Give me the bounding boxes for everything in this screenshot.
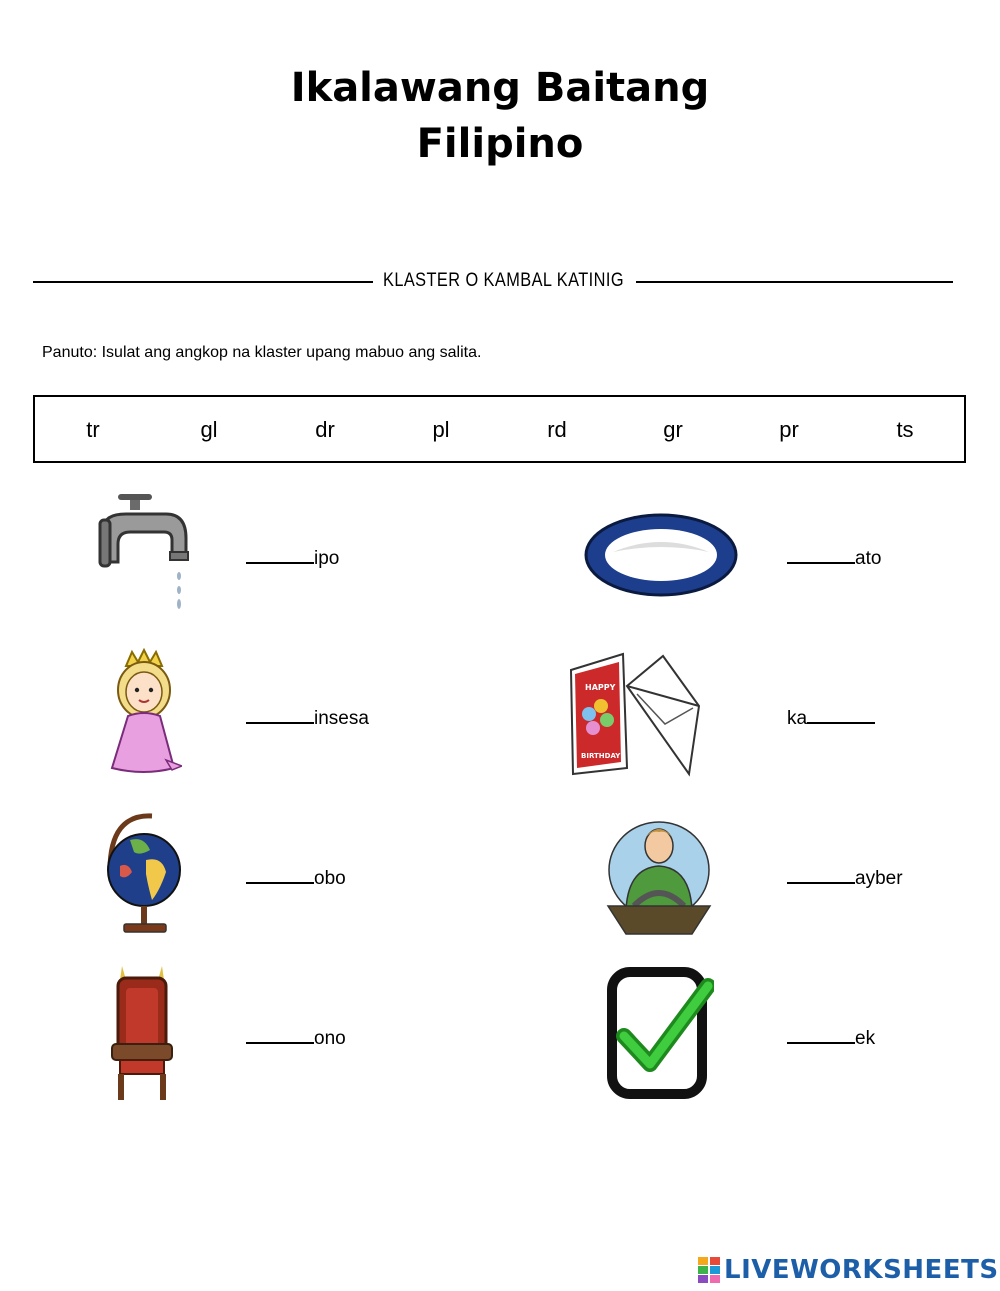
answer-blank[interactable] <box>787 866 855 884</box>
word-item-3 <box>246 706 369 730</box>
liveworksheets-logo-icon <box>698 1257 720 1283</box>
word-suffix: ato <box>855 548 882 569</box>
word-item-4 <box>787 706 875 730</box>
answer-blank[interactable] <box>787 546 855 564</box>
cluster-choice: gr <box>663 417 683 442</box>
page-title-line-2: Filipino <box>416 121 584 167</box>
word-item-5 <box>246 866 346 890</box>
answer-blank[interactable] <box>787 1026 855 1044</box>
cluster-choice: tr <box>86 417 100 442</box>
birthday-card-icon <box>563 646 703 778</box>
princess-icon <box>106 648 182 776</box>
liveworksheets-logo-text: LIVEWORKSHEETS <box>724 1255 999 1285</box>
checkmark-icon <box>606 966 714 1100</box>
answer-blank[interactable] <box>807 706 875 724</box>
word-item-8 <box>787 1026 875 1050</box>
word-suffix: obo <box>314 868 346 889</box>
word-prefix: ka <box>787 708 808 729</box>
throne-icon <box>110 966 174 1102</box>
driver-icon <box>604 810 714 938</box>
section-divider-left <box>33 281 373 283</box>
word-suffix: ek <box>855 1028 876 1049</box>
faucet-icon <box>96 492 191 614</box>
word-item-7 <box>246 1026 346 1050</box>
section-divider-right <box>636 281 953 283</box>
word-item-6 <box>787 866 903 890</box>
globe-icon <box>100 810 186 940</box>
cluster-choices-box <box>33 395 966 463</box>
cluster-choice: ts <box>896 417 914 442</box>
word-item-1 <box>246 546 339 570</box>
plate-icon <box>583 512 739 598</box>
cluster-choice: rd <box>547 417 567 442</box>
page-title-line-1: Ikalawang Baitang <box>290 65 710 111</box>
word-suffix: ayber <box>855 868 903 889</box>
word-suffix: ipo <box>314 548 340 569</box>
cluster-choice: pl <box>432 417 450 442</box>
instructions: Panuto: Isulat ang angkop na klaster upang mabuo ang salita. <box>42 344 482 361</box>
section-title: KLASTER O KAMBAL KATINIG <box>383 270 624 291</box>
card-text-top: HAPPY <box>585 683 616 692</box>
answer-blank[interactable] <box>246 706 314 724</box>
cluster-choice: dr <box>315 417 335 442</box>
word-suffix: ono <box>314 1028 346 1049</box>
answer-blank[interactable] <box>246 1026 314 1044</box>
word-suffix: insesa <box>314 708 369 729</box>
cluster-choice: pr <box>779 417 799 442</box>
answer-blank[interactable] <box>246 546 314 564</box>
liveworksheets-logo <box>698 1256 999 1284</box>
card-text-bottom: BIRTHDAY <box>581 752 621 760</box>
word-item-2 <box>787 546 881 570</box>
answer-blank[interactable] <box>246 866 314 884</box>
cluster-choice: gl <box>200 417 218 442</box>
